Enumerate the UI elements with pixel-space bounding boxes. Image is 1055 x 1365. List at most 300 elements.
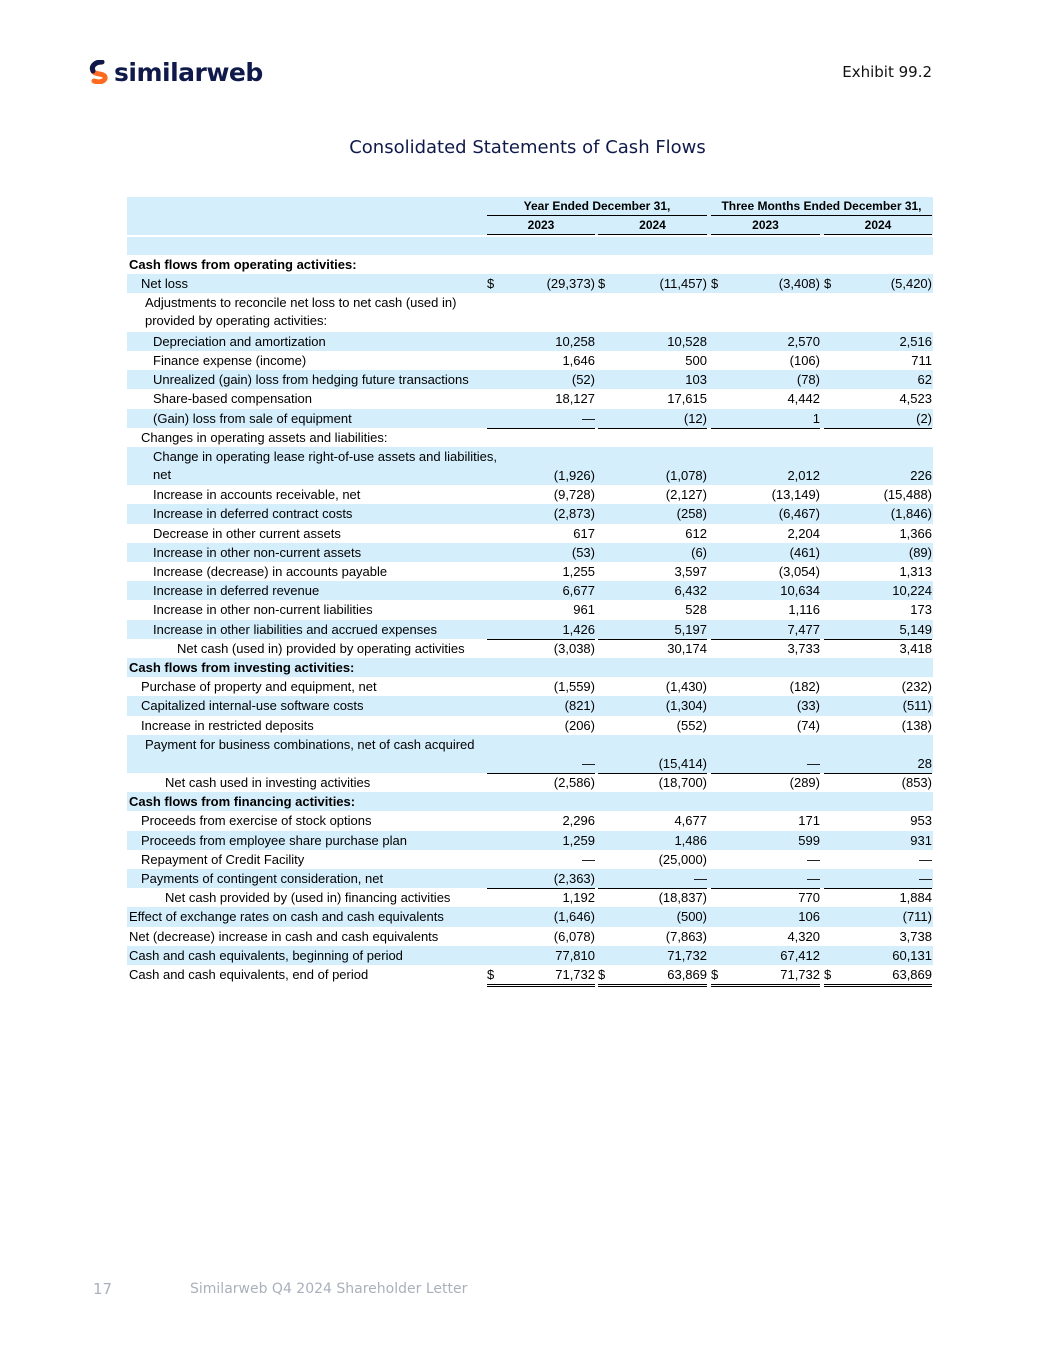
exhibit-label: Exhibit 99.2 <box>842 63 932 81</box>
value-cell <box>598 965 707 987</box>
value-cell <box>598 869 707 889</box>
value-number: (1,646) <box>553 909 595 925</box>
value-number: 62 <box>917 372 932 388</box>
value-number: 4,677 <box>674 813 707 829</box>
currency-symbol: $ <box>711 276 719 292</box>
value-cell <box>711 485 820 504</box>
value-cell <box>598 255 707 274</box>
value-number: (3,038) <box>553 640 595 656</box>
value-number: 961 <box>573 602 595 618</box>
logo-text: similarweb <box>114 57 263 87</box>
similarweb-logo <box>88 56 263 88</box>
value-cell <box>711 620 820 640</box>
row-label: Unrealized (gain) loss from hedging future transactions <box>153 372 469 388</box>
row-label: Increase in accounts receivable, net <box>153 487 361 503</box>
value-cell <box>824 907 932 926</box>
value-number: 3,597 <box>674 564 707 580</box>
value-cell <box>487 389 595 408</box>
value-cell <box>711 332 820 351</box>
value-cell <box>598 620 707 640</box>
value-number: (25,000) <box>658 851 707 867</box>
table-row <box>127 600 933 619</box>
value-cell <box>824 639 932 658</box>
row-label: Cash flows from financing activities: <box>129 794 356 810</box>
value-number: 2,296 <box>562 813 595 829</box>
row-label: Net cash used in investing activities <box>165 775 371 791</box>
value-number: 500 <box>685 352 707 368</box>
value-number: 1,884 <box>899 890 932 906</box>
value-number: 528 <box>685 602 707 618</box>
value-cell <box>598 792 707 811</box>
value-cell <box>824 562 932 581</box>
row-label: Payment for business combinations, net of cash acquired <box>145 736 475 752</box>
value-number: 1,116 <box>788 602 820 618</box>
value-cell <box>487 332 595 351</box>
value-cell <box>824 524 932 543</box>
value-cell <box>824 831 932 850</box>
value-number: 3,738 <box>899 928 932 944</box>
value-cell <box>598 600 707 619</box>
value-number: (78) <box>796 372 820 388</box>
year-header: 2024 <box>824 216 932 235</box>
value-number: (53) <box>571 544 595 560</box>
value-number: — <box>582 410 595 426</box>
value-cell <box>598 409 707 429</box>
value-number: 1,255 <box>562 564 595 580</box>
value-cell <box>487 485 595 504</box>
value-number: 3,418 <box>899 640 932 656</box>
row-label: Increase in restricted deposits <box>141 717 314 733</box>
similarweb-logo-icon <box>88 60 110 84</box>
year-header: 2023 <box>711 216 820 235</box>
value-cell <box>824 620 932 640</box>
value-number: 617 <box>573 525 595 541</box>
year-header: 2023 <box>487 216 595 235</box>
value-number: — <box>694 871 707 887</box>
value-number: (853) <box>901 775 932 791</box>
table-row <box>127 389 933 408</box>
value-number: 106 <box>798 909 820 925</box>
value-cell <box>824 409 932 429</box>
table-year-header-row <box>127 216 933 235</box>
value-number: 711 <box>911 352 932 368</box>
value-cell <box>487 965 595 987</box>
row-label: Net cash (used in) provided by operating activities <box>177 640 465 656</box>
value-cell <box>598 485 707 504</box>
value-number: 1,646 <box>562 352 595 368</box>
value-cell <box>487 447 595 485</box>
value-number: 10,224 <box>892 583 932 599</box>
value-cell <box>824 332 932 351</box>
row-label: Adjustments to reconcile net loss to net cash (used in) provided by operating activities: <box>145 295 457 329</box>
value-cell <box>598 389 707 408</box>
currency-symbol: $ <box>598 966 606 982</box>
table-row <box>127 255 933 274</box>
row-label: Proceeds from employee share purchase plan <box>141 832 407 848</box>
value-cell <box>598 447 707 485</box>
value-cell <box>711 370 820 389</box>
value-cell <box>598 524 707 543</box>
table-row <box>127 639 933 658</box>
value-cell <box>711 907 820 926</box>
row-label: Increase in other liabilities and accrued expenses <box>153 621 438 637</box>
value-number: 953 <box>910 813 932 829</box>
value-number: 63,869 <box>892 966 932 982</box>
value-cell <box>711 735 820 774</box>
value-cell <box>487 831 595 850</box>
table-row <box>127 351 933 370</box>
group-header-year: Year Ended December 31, <box>487 197 707 216</box>
value-cell <box>487 600 595 619</box>
value-cell <box>711 850 820 869</box>
value-number: 71,732 <box>780 966 820 982</box>
value-number: 173 <box>910 602 932 618</box>
value-cell <box>711 524 820 543</box>
value-number: (15,414) <box>658 755 707 771</box>
value-number: (711) <box>902 909 932 925</box>
value-number: (2,586) <box>553 775 595 791</box>
value-cell <box>711 428 820 447</box>
value-cell <box>824 600 932 619</box>
value-number: (1,304) <box>665 698 707 714</box>
table-spacer <box>127 237 933 255</box>
value-cell <box>487 696 595 715</box>
value-cell <box>598 946 707 965</box>
value-number: (182) <box>789 679 820 695</box>
value-cell <box>824 255 932 274</box>
value-number: 4,523 <box>899 391 932 407</box>
value-number: (11,457) <box>659 276 707 292</box>
value-number: (461) <box>789 544 820 560</box>
value-cell <box>711 716 820 735</box>
value-cell <box>824 869 932 889</box>
value-cell <box>487 888 595 908</box>
value-number: (15,488) <box>883 487 932 503</box>
value-number: (2) <box>916 410 932 426</box>
value-cell <box>487 351 595 370</box>
value-number: (3,054) <box>778 564 820 580</box>
value-cell <box>487 773 595 793</box>
value-number: 5,149 <box>899 621 932 637</box>
value-cell <box>487 811 595 830</box>
value-cell <box>487 581 595 600</box>
table-row <box>127 888 933 907</box>
row-label: Net loss <box>141 276 188 292</box>
value-cell <box>824 389 932 408</box>
row-label: Increase (decrease) in accounts payable <box>153 564 388 580</box>
value-number: (232) <box>901 679 932 695</box>
value-number: 2,204 <box>787 525 820 541</box>
value-cell <box>711 255 820 274</box>
value-cell <box>598 888 707 908</box>
value-number: (1,078) <box>665 468 707 484</box>
value-number: 10,528 <box>667 333 707 349</box>
row-label: Repayment of Credit Facility <box>141 851 305 867</box>
row-label: Cash flows from investing activities: <box>129 659 355 675</box>
value-cell <box>598 677 707 696</box>
value-cell <box>824 658 932 677</box>
value-cell <box>824 946 932 965</box>
value-cell <box>598 543 707 562</box>
row-label: Net cash provided by (used in) financing activities <box>165 890 451 906</box>
table-row <box>127 504 933 523</box>
value-cell <box>598 562 707 581</box>
currency-symbol: $ <box>824 276 832 292</box>
value-cell <box>711 639 820 658</box>
value-cell <box>711 946 820 965</box>
value-number: 28 <box>917 755 932 771</box>
value-cell <box>487 274 595 293</box>
table-row <box>127 677 933 696</box>
value-cell <box>711 831 820 850</box>
table-row <box>127 965 933 984</box>
value-cell <box>711 965 820 987</box>
value-number: 10,634 <box>780 583 820 599</box>
value-cell <box>487 946 595 965</box>
table-row <box>127 946 933 965</box>
value-number: (2,127) <box>665 487 707 503</box>
value-number: 17,615 <box>667 391 707 407</box>
table-row <box>127 927 933 946</box>
value-cell <box>487 677 595 696</box>
currency-symbol: $ <box>487 276 495 292</box>
value-number: 3,733 <box>787 640 820 656</box>
value-cell <box>487 620 595 640</box>
row-label: Effect of exchange rates on cash and cash equivalents <box>129 909 444 925</box>
value-cell <box>598 332 707 351</box>
value-cell <box>487 255 595 274</box>
value-number: (6,467) <box>778 506 820 522</box>
table-row <box>127 485 933 504</box>
value-number: (89) <box>908 544 932 560</box>
table-row <box>127 274 933 293</box>
value-number: (1,430) <box>665 679 707 695</box>
value-number: (7,863) <box>665 928 707 944</box>
value-number: (52) <box>571 372 595 388</box>
value-cell <box>824 773 932 793</box>
currency-symbol: $ <box>598 276 606 292</box>
value-number: 4,320 <box>787 928 820 944</box>
row-label: Cash and cash equivalents, end of period <box>129 966 369 982</box>
row-label: Depreciation and amortization <box>153 333 326 349</box>
page-number: 17 <box>93 1280 113 1298</box>
value-cell <box>598 504 707 523</box>
value-cell <box>824 428 932 447</box>
value-cell <box>598 370 707 389</box>
value-number: 71,732 <box>667 947 707 963</box>
value-cell <box>598 773 707 793</box>
value-cell <box>598 581 707 600</box>
value-number: 6,432 <box>674 583 707 599</box>
value-cell <box>824 927 932 946</box>
value-cell <box>824 965 932 987</box>
value-cell <box>598 696 707 715</box>
table-row <box>127 658 933 677</box>
value-number: (12) <box>683 410 707 426</box>
table-row <box>127 581 933 600</box>
value-number: (3,408) <box>778 276 820 292</box>
value-cell <box>711 811 820 830</box>
value-number: (1,846) <box>890 506 932 522</box>
value-number: — <box>919 871 932 887</box>
table-body <box>127 255 933 984</box>
value-number: 60,131 <box>892 947 932 963</box>
value-number: 5,197 <box>674 621 707 637</box>
value-cell <box>711 389 820 408</box>
row-label: Purchase of property and equipment, net <box>141 679 377 695</box>
value-cell <box>711 888 820 908</box>
value-number: (33) <box>796 698 820 714</box>
value-cell <box>824 696 932 715</box>
value-number: 67,412 <box>780 947 820 963</box>
table-group-header-row <box>127 197 933 216</box>
value-cell <box>711 773 820 793</box>
row-label: Increase in other non-current liabilities <box>153 602 373 618</box>
table-row <box>127 850 933 869</box>
value-number: 30,174 <box>667 640 707 656</box>
group-header-three-months: Three Months Ended December 31, <box>711 197 932 216</box>
value-cell <box>487 543 595 562</box>
value-cell <box>487 658 595 677</box>
value-number: 6,677 <box>562 583 595 599</box>
value-number: (511) <box>902 698 932 714</box>
value-number: (821) <box>564 698 595 714</box>
value-cell <box>598 639 707 658</box>
value-cell <box>711 409 820 429</box>
row-label: Change in operating lease right-of-use assets and liabilities, net <box>153 448 497 482</box>
value-cell <box>487 907 595 926</box>
value-number: (5,420) <box>890 276 932 292</box>
value-number: (258) <box>676 506 707 522</box>
value-cell <box>598 658 707 677</box>
table-row <box>127 293 933 331</box>
value-number: (6) <box>691 544 707 560</box>
table-row <box>127 811 933 830</box>
value-number: (6,078) <box>553 928 595 944</box>
value-number: 171 <box>798 813 820 829</box>
table-row <box>127 735 933 773</box>
table-row <box>127 428 933 447</box>
value-cell <box>487 428 595 447</box>
value-number: (1,926) <box>553 468 595 484</box>
value-cell <box>487 792 595 811</box>
value-cell <box>824 447 932 485</box>
currency-symbol: $ <box>487 966 495 982</box>
value-cell <box>487 869 595 889</box>
value-number: 770 <box>798 890 820 906</box>
value-cell <box>711 600 820 619</box>
value-cell <box>711 927 820 946</box>
value-number: 1 <box>812 410 820 426</box>
value-number: — <box>807 755 820 771</box>
value-number: (138) <box>901 717 932 733</box>
value-cell <box>487 504 595 523</box>
value-cell <box>598 351 707 370</box>
value-cell <box>824 274 932 293</box>
value-cell <box>598 716 707 735</box>
value-number: — <box>582 755 595 771</box>
page-title: Consolidated Statements of Cash Flows <box>349 137 706 158</box>
value-cell <box>711 581 820 600</box>
value-cell <box>824 888 932 908</box>
value-cell <box>487 562 595 581</box>
currency-symbol: $ <box>824 966 832 982</box>
value-cell <box>824 351 932 370</box>
row-label: Capitalized internal-use software costs <box>141 698 364 714</box>
table-row <box>127 409 933 428</box>
value-number: 18,127 <box>555 391 595 407</box>
value-number: — <box>807 871 820 887</box>
row-label: Increase in deferred revenue <box>153 583 320 599</box>
value-number: — <box>807 851 820 867</box>
table-row <box>127 696 933 715</box>
value-cell <box>711 792 820 811</box>
value-cell <box>598 927 707 946</box>
table-row <box>127 370 933 389</box>
value-cell <box>711 293 820 331</box>
value-number: 1,486 <box>674 832 707 848</box>
value-number: (13,149) <box>771 487 820 503</box>
value-cell <box>824 485 932 504</box>
value-cell <box>711 562 820 581</box>
value-cell <box>824 677 932 696</box>
value-cell <box>487 716 595 735</box>
value-number: (2,873) <box>553 506 595 522</box>
value-number: 1,313 <box>899 564 932 580</box>
value-number: 612 <box>685 525 707 541</box>
value-number: 71,732 <box>555 966 595 982</box>
value-number: — <box>919 851 932 867</box>
value-number: 1,192 <box>562 890 595 906</box>
value-cell <box>711 696 820 715</box>
value-cell <box>711 543 820 562</box>
value-cell <box>598 735 707 774</box>
value-cell <box>598 831 707 850</box>
value-cell <box>824 716 932 735</box>
value-cell <box>711 351 820 370</box>
table-row <box>127 773 933 792</box>
value-number: 10,258 <box>555 333 595 349</box>
value-cell <box>598 274 707 293</box>
value-number: (552) <box>676 717 707 733</box>
value-number: 77,810 <box>555 947 595 963</box>
value-number: 226 <box>910 468 932 484</box>
value-number: (106) <box>789 352 820 368</box>
value-cell <box>598 811 707 830</box>
row-label: Finance expense (income) <box>153 352 307 368</box>
value-number: 103 <box>685 372 707 388</box>
value-cell <box>487 524 595 543</box>
value-cell <box>487 850 595 869</box>
table-row <box>127 869 933 888</box>
value-cell <box>711 869 820 889</box>
value-cell <box>598 907 707 926</box>
table-row <box>127 543 933 562</box>
table-row <box>127 907 933 926</box>
table-row <box>127 620 933 639</box>
row-label: Share-based compensation <box>153 391 312 407</box>
value-number: (500) <box>676 909 707 925</box>
row-label: Increase in other non-current assets <box>153 544 362 560</box>
value-cell <box>711 447 820 485</box>
currency-symbol: $ <box>711 966 719 982</box>
value-number: 2,012 <box>787 468 820 484</box>
value-cell <box>711 677 820 696</box>
value-cell <box>598 293 707 331</box>
value-number: 4,442 <box>787 391 820 407</box>
value-number: (2,363) <box>553 871 595 887</box>
value-number: 63,869 <box>667 966 707 982</box>
